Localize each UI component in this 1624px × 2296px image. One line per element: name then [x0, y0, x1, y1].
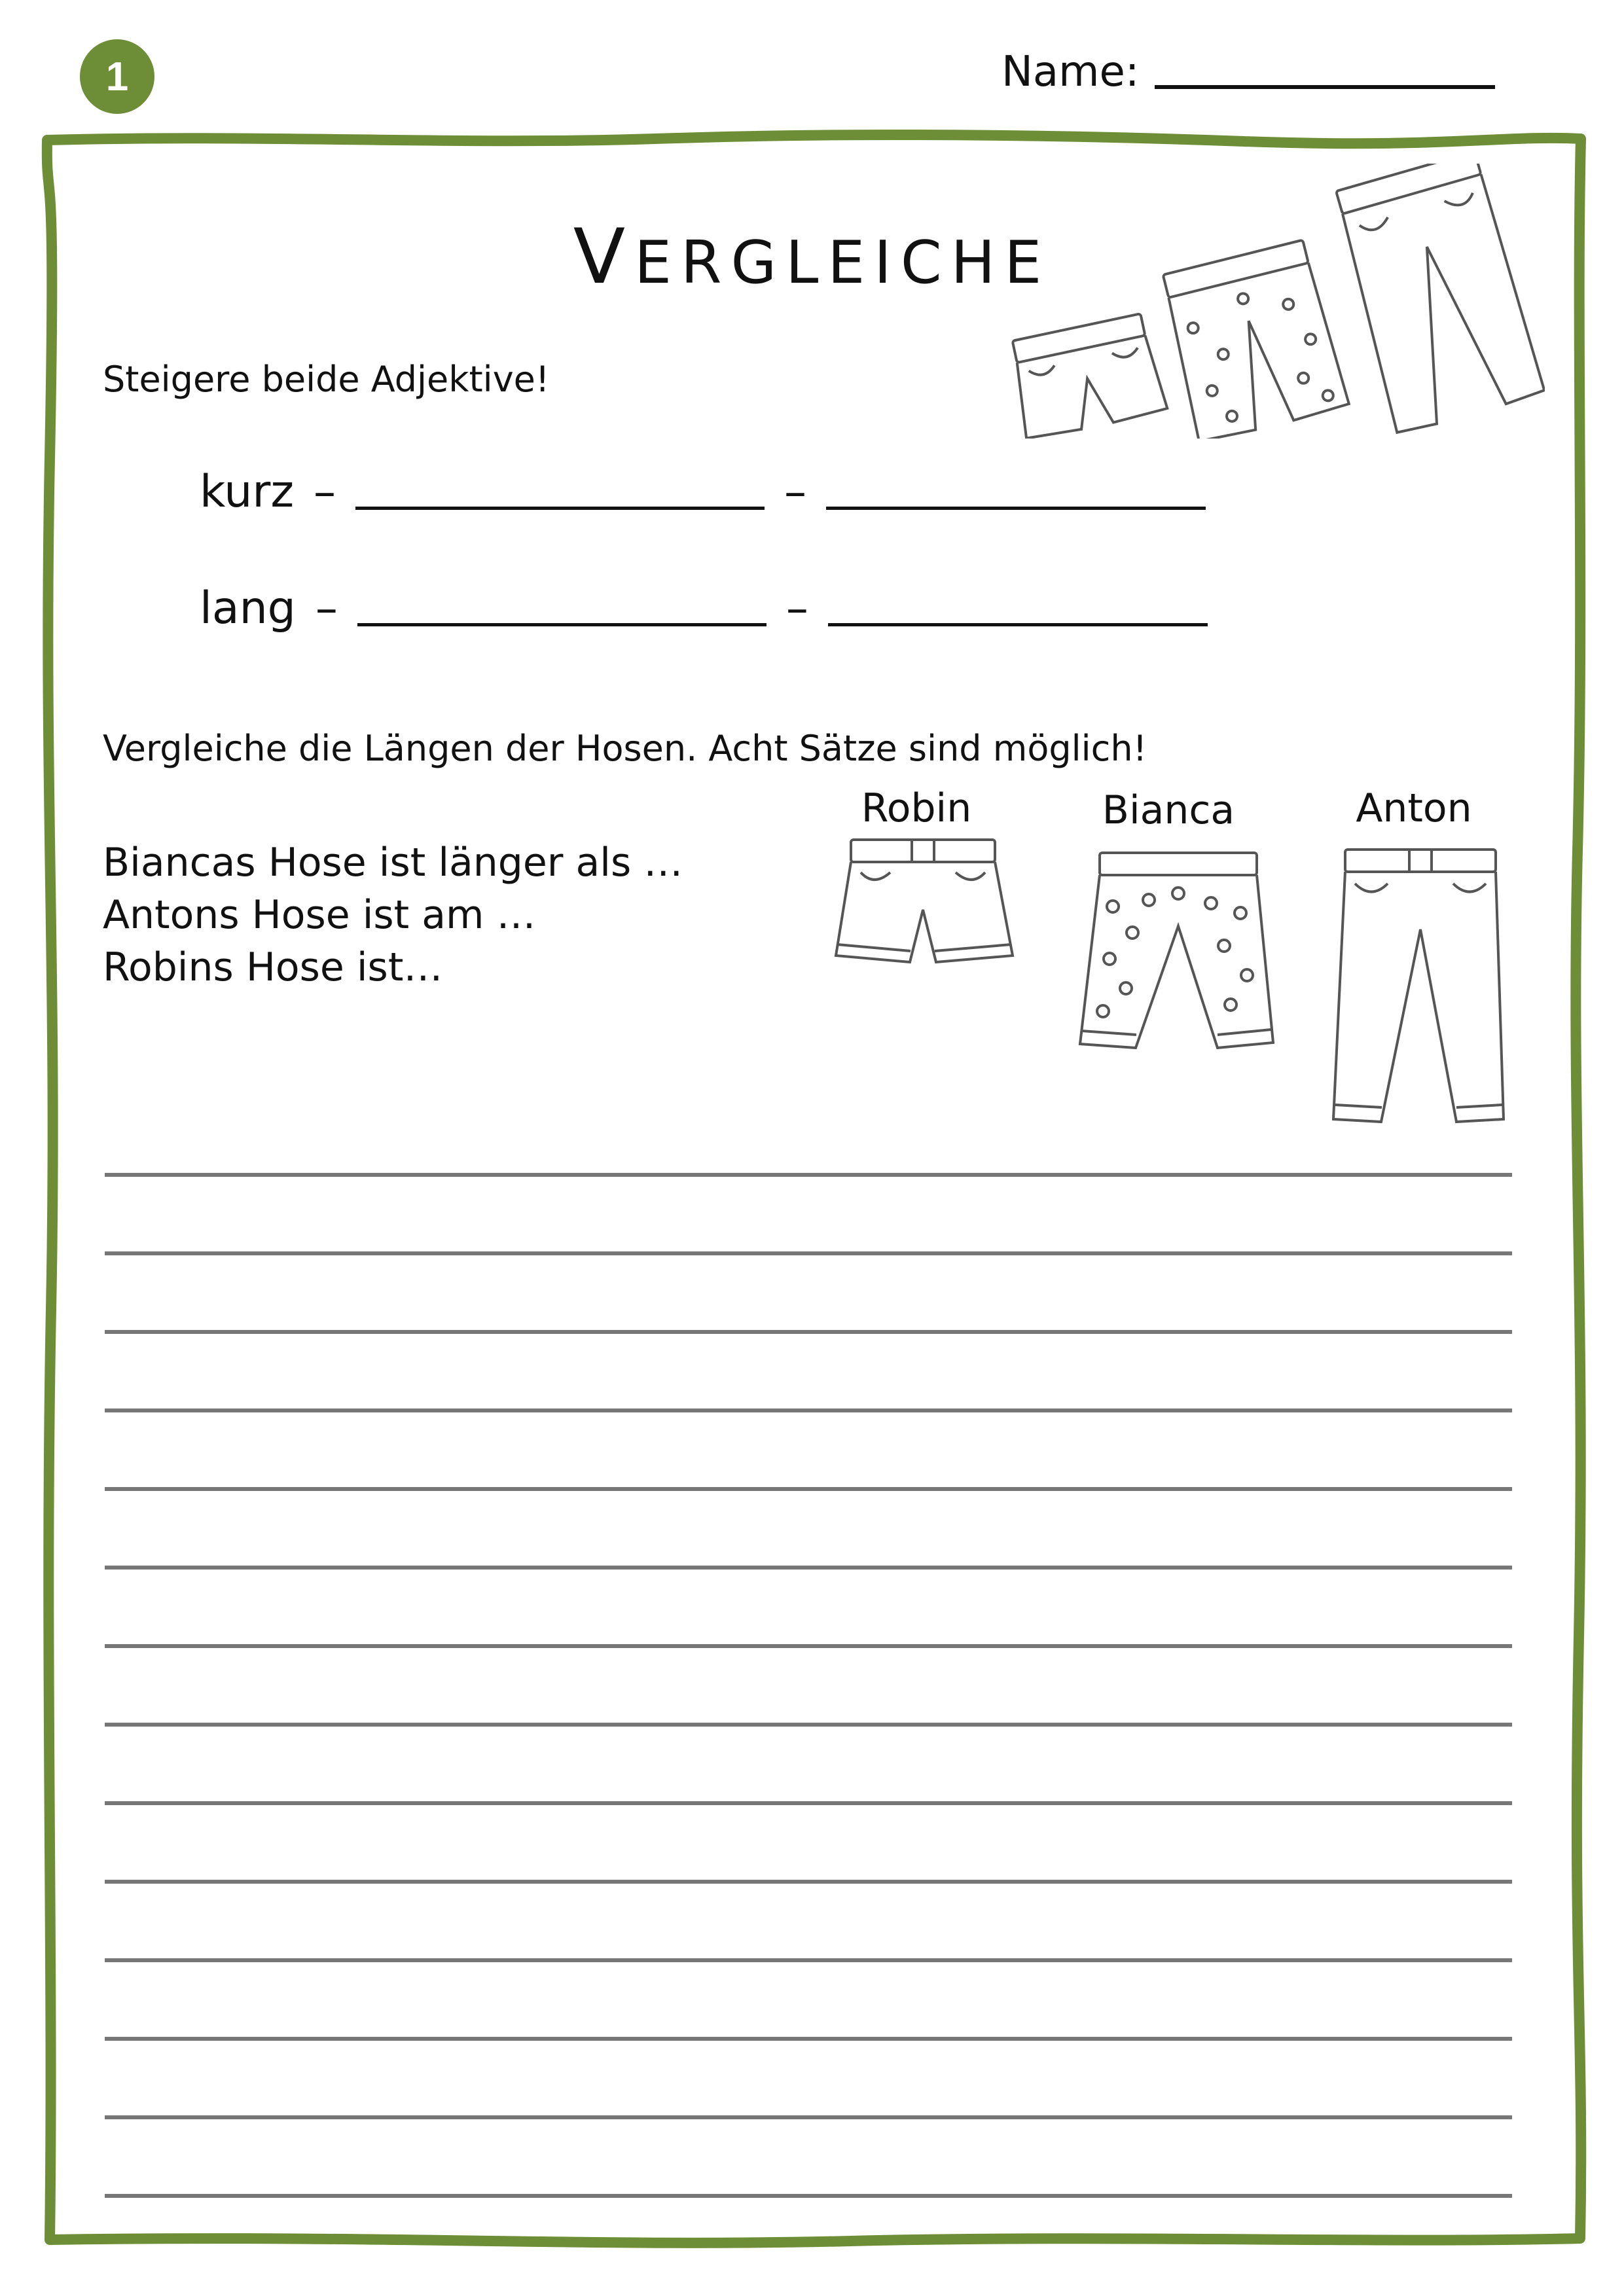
- shorts-icon: [1006, 312, 1168, 439]
- writing-line-8[interactable]: [105, 1723, 1512, 1727]
- person-name-anton: Anton: [1356, 785, 1472, 831]
- person-name-robin: Robin: [861, 785, 972, 831]
- title-rest: ERGLEICHE: [634, 228, 1051, 297]
- long-jeans-icon: [1319, 844, 1515, 1132]
- task1-instruction: Steigere beide Adjektive!: [103, 359, 550, 400]
- writing-line-6[interactable]: [105, 1566, 1512, 1570]
- writing-line-9[interactable]: [105, 1801, 1512, 1805]
- row-dash: –: [785, 583, 808, 634]
- name-write-line[interactable]: [1155, 85, 1495, 89]
- writing-line-12[interactable]: [105, 2037, 1512, 2041]
- row-dash: –: [315, 583, 338, 634]
- title-initial: V: [573, 213, 635, 301]
- hint-line: Antons Hose ist am …: [103, 892, 536, 938]
- adjective-kurz: kurz: [200, 466, 295, 518]
- decorative-pants-group: [1001, 164, 1545, 439]
- comparative-blank-lang[interactable]: [357, 623, 767, 626]
- writing-line-13[interactable]: [105, 2115, 1512, 2119]
- writing-line-1[interactable]: [105, 1173, 1512, 1177]
- adjective-lang: lang: [200, 583, 296, 634]
- task2-instruction: Vergleiche die Längen der Hosen. Acht Sätze sind möglich!: [103, 728, 1147, 769]
- name-label: Name:: [1001, 48, 1140, 96]
- person-name-bianca: Bianca: [1102, 787, 1235, 833]
- comparison-row-lang: [200, 583, 1208, 634]
- dotted-capri-pants-icon: [1158, 239, 1350, 439]
- writing-line-14[interactable]: [105, 2194, 1512, 2198]
- writing-line-7[interactable]: [105, 1644, 1512, 1648]
- long-jeans-icon: [1329, 164, 1545, 435]
- row-dash: –: [314, 466, 336, 518]
- comparison-row-kurz: [200, 466, 1206, 518]
- page-number-badge: 1: [80, 39, 154, 114]
- sentence-hints: [103, 836, 683, 994]
- writing-line-10[interactable]: [105, 1880, 1512, 1884]
- hint-line: Biancas Hose ist länger als …: [103, 840, 683, 886]
- writing-line-3[interactable]: [105, 1330, 1512, 1334]
- superlative-blank-kurz[interactable]: [826, 507, 1206, 510]
- shorts-icon: [828, 834, 1018, 975]
- row-dash: –: [784, 466, 807, 518]
- superlative-blank-lang[interactable]: [828, 623, 1208, 626]
- writing-line-5[interactable]: [105, 1487, 1512, 1491]
- hint-line: Robins Hose ist…: [103, 944, 443, 990]
- comparative-blank-kurz[interactable]: [355, 507, 765, 510]
- writing-line-4[interactable]: [105, 1408, 1512, 1412]
- writing-line-2[interactable]: [105, 1251, 1512, 1255]
- name-field[interactable]: [1001, 48, 1495, 96]
- dotted-capri-pants-icon: [1074, 848, 1283, 1057]
- writing-line-11[interactable]: [105, 1958, 1512, 1962]
